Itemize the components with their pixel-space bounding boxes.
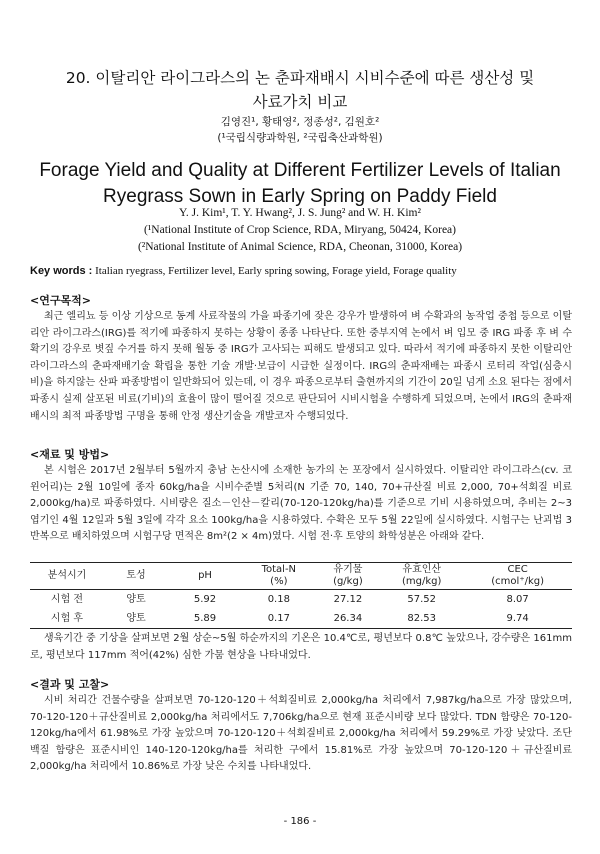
- table-cell: 9.74: [463, 609, 572, 629]
- english-affiliation-1: (¹National Institute of Crop Science, RDA, Miryang, 50424, Korea): [144, 224, 456, 236]
- table-row: [30, 609, 572, 629]
- table-cell: 27.12: [333, 594, 363, 605]
- table-row: [30, 590, 572, 610]
- keywords: [30, 265, 575, 277]
- table-header: pH: [168, 563, 242, 590]
- table-cell: 5.89: [168, 609, 242, 629]
- section-heading-methods: <재료 및 방법>: [30, 448, 110, 461]
- english-affiliation-2: (²National Institute of Animal Science, RDA, Cheonan, 31000, Korea): [137, 241, 463, 253]
- section-text-purpose: 최근 엘리뇨 등 이상 기상으로 동계 사료작물의 가을 파종기에 잦은 강우가 발생하여 벼 수확과의 농작업 중첩 등으로 이탈리안 라이그라스(IRG)를 적기에 파종하지 못하는 상황이 종종 나타난다. 또한 중부지역 논에서 벼 입모 중 IRG 파종 후 벼 수확기의 강우로 볏짚 수거를 하지 못해 월동 중 IRG가 고사되는 피해도 발생되고 있다. 따라서 적기에 파종하지 못한 이탈리안 라이그라스의 춘파재배기술 확립을 통한 기술 개발·보급이 시급한 실정이다. IRG의 춘파재배는 파종시 로터리 작업(심층시비)을 하지않는 산파 파종방법이 일반화되어 있는데, 이 경우 파종으로부터 출현까지의 기간이 20일 넘게 소요 된다는 점에서 파종시 실제 살포된 비료(기비)의 효율이 많이 떨어질 것으로 판단되어 시비시험을 수행하게 되었으며, 논에서 IRG의 춘파재배시의 최적 파종방법 구명을 통해 안정 생산기술을 개발코자 수행되었다.: [30, 311, 572, 422]
- english-authors: Y. J. Kim¹, T. Y. Hwang², J. S. Jung² and W. H. Kim²: [179, 207, 421, 219]
- korean-title: [30, 66, 570, 114]
- section-text-methods: 본 시험은 2017년 2월부터 5월까지 충남 논산시에 소재한 농가의 논 포장에서 실시하였다. 이탈리안 라이그라스(cv. 코윈어리)는 2월 10일에 종자 60kg/ha을 시비수준별 5처리(N 기준 70, 140, 70+규산질 비료 2,000, 70+석회질 비료 2,000kg/ha)로 파종하였다. 시비량은 질소－인산－칼리(70-120-120kg/ha)를 기준으로 기비 시용하였으며, 추비는 2~3엽기인 4월 12일과 5월 3일에 각각 요소 100kg/ha을 시용하였다. 수확은 모두 5월 22일에 실시하였다. 시험구는 난괴법 3반복으로 배치하였으며 시험구당 면적은 8m²(2 × 4m)였다. 시험 전·후 토양의 화학성분은 아래와 같다.: [30, 465, 572, 543]
- table-header-row: [30, 563, 572, 590]
- english-title-line2: Ryegrass Sown in Early Spring on Paddy Field: [103, 186, 497, 207]
- table-cell: 26.34: [316, 609, 381, 629]
- table-header: 유기물 (g/kg): [316, 563, 381, 590]
- table-header: 유효인산 (mg/kg): [380, 563, 463, 590]
- english-title: [30, 158, 570, 210]
- korean-title-line2: 사료가치 비교: [252, 93, 348, 111]
- english-title-line1: Forage Yield and Quality at Different Fertilizer Levels of Italian: [39, 160, 561, 181]
- table-header: CEC (cmol⁺/kg): [463, 563, 572, 590]
- korean-title-line1: 20. 이탈리안 라이그라스의 논 춘파재배시 시비수준에 따른 생산성 및: [65, 69, 535, 87]
- table-cell: 0.17: [242, 609, 316, 629]
- table-cell: 양토: [126, 594, 146, 605]
- soil-chemistry-table: [30, 562, 572, 629]
- table-cell: 0.18: [267, 594, 290, 605]
- table-cell: 82.53: [380, 609, 463, 629]
- table-header: 분석시기: [30, 563, 104, 590]
- table-cell: 시험 후: [30, 609, 104, 629]
- table-cell: 8.07: [506, 594, 529, 605]
- section-text-weather: 생육기간 중 기상을 살펴보면 2월 상순~5월 하순까지의 기온은 10.4℃로, 평년보다 0.8℃ 높았으나, 강수량은 161mm로, 평년보다 117mm 적어(42%) 심한 가뭄 현상을 나타내었다.: [30, 633, 572, 661]
- table-header: 토성: [104, 563, 168, 590]
- table-cell: 시험 전: [50, 594, 84, 605]
- section-heading-purpose: <연구목적>: [30, 294, 91, 307]
- table-cell: 57.52: [407, 594, 437, 605]
- table-header: Total-N (%): [242, 563, 316, 590]
- keywords-label: Key words :: [30, 265, 93, 277]
- korean-authors: 김영진¹, 황태영², 정종성², 김원호²: [220, 116, 380, 128]
- page-number: - 186 -: [283, 816, 317, 827]
- section-text-results: 시비 처리간 건물수량을 살펴보면 70-120-120＋석회질비료 2,000kg/ha 처리에서 7,987kg/ha으로 가장 많았으며, 70-120-120＋규산질비료 2,000kg/ha 처리에서도 7,706kg/ha으로 현재 표준시비량 보다 많았다. TDN 함량은 70-120-120kg/ha에서 61.98%로 가장 높았으며 70-120-120＋석회질비료 2,000kg/ha 처리에서 59.29%로 가장 낮았다. 조단백질 함량은 표준시비인 140-120-120kg/ha를 처리한 구에서 15.81%로 가장 높았으며 70-120-120＋규산질비료 2,000kg/ha 처리에서 10.86%로 가장 낮은 수치를 나타내었다.: [30, 695, 572, 773]
- section-heading-results: <결과 및 고찰>: [30, 678, 110, 691]
- keywords-text: Italian ryegrass, Fertilizer level, Early spring sowing, Forage yield, Forage quality: [92, 265, 457, 277]
- table-cell: 양토: [104, 609, 168, 629]
- table-cell: 5.92: [193, 594, 217, 605]
- korean-affiliations: (¹국립식량과학원, ²국립축산과학원): [217, 132, 383, 144]
